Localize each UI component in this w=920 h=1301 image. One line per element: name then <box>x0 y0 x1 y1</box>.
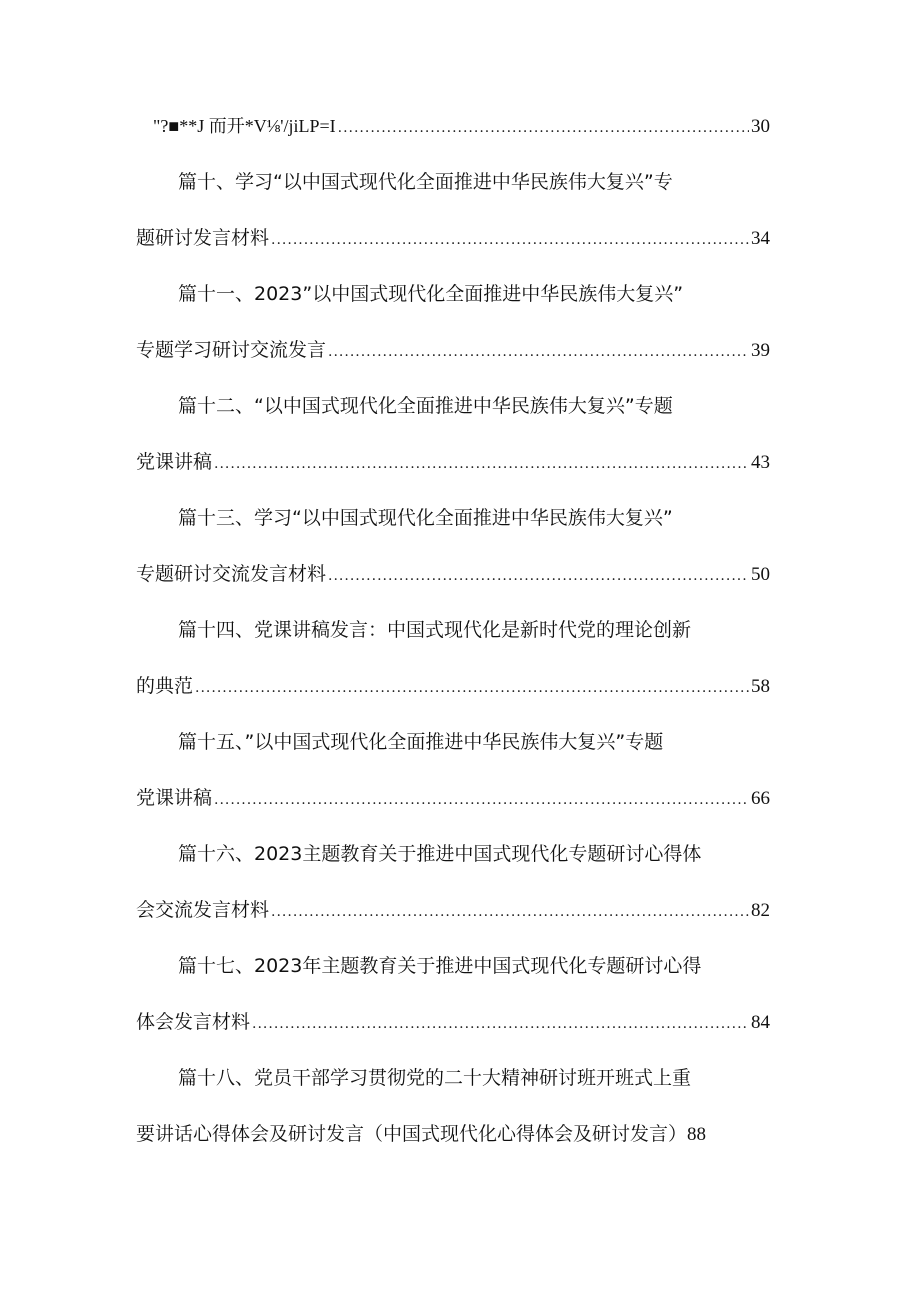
dot-leader <box>252 1004 749 1044</box>
toc-page-number: 58 <box>751 676 770 697</box>
toc-entry-garbled[interactable] <box>153 106 770 146</box>
toc-entry-line1[interactable]: 篇十三、学习“以中国式现代化全面推进中华民族伟大复兴” <box>178 507 673 529</box>
toc-entry-line2[interactable] <box>136 1114 776 1154</box>
toc-entry-line2[interactable] <box>136 442 770 482</box>
toc-entry-title: 的典范 <box>136 675 194 697</box>
dot-leader <box>328 556 749 596</box>
toc-page-number: 39 <box>751 340 770 361</box>
toc-entry-line2[interactable] <box>136 554 770 594</box>
toc-entry-line1[interactable]: 篇十、学习“以中国式现代化全面推进中华民族伟大复兴”专 <box>178 171 673 193</box>
toc-entry-line2[interactable] <box>136 666 770 706</box>
dot-leader <box>328 332 749 372</box>
toc-entry-title: "?■**J 而开*V⅛'/jiLP=I <box>153 116 336 136</box>
toc-entry-line2[interactable] <box>136 778 770 818</box>
toc-entry-title: 体会发言材料 <box>136 1011 251 1033</box>
toc-entry-line1[interactable]: 篇十七、2023年主题教育关于推进中国式现代化专题研讨心得 <box>178 955 702 977</box>
toc-entry-line2[interactable] <box>136 330 770 370</box>
toc-entry-line1[interactable]: 篇十四、党课讲稿发言：中国式现代化是新时代党的理论创新 <box>178 619 692 641</box>
toc-page-number: 88 <box>687 1124 707 1145</box>
dot-leader <box>214 780 749 820</box>
toc-entry-title: 专题研讨交流发言材料 <box>136 563 327 585</box>
toc-entry-title: 党课讲稿 <box>136 451 213 473</box>
toc-page-number: 30 <box>751 116 770 137</box>
toc-entry-line1[interactable]: 篇十二、“以中国式现代化全面推进中华民族伟大复兴”专题 <box>178 395 673 417</box>
toc-entry-title: 党课讲稿 <box>136 787 213 809</box>
dot-leader <box>271 892 749 932</box>
toc-entry-line1[interactable]: 篇十六、2023主题教育关于推进中国式现代化专题研讨心得体 <box>178 843 702 865</box>
dot-leader <box>338 108 749 148</box>
toc-entry-title: 会交流发言材料 <box>136 899 270 921</box>
toc-entry-line2[interactable] <box>136 890 770 930</box>
toc-page-number: 34 <box>751 228 770 249</box>
toc-entry-line1[interactable]: 篇十一、2023”以中国式现代化全面推进中华民族伟大复兴” <box>178 283 684 305</box>
toc-page-number: 82 <box>751 900 770 921</box>
dot-leader <box>271 220 749 260</box>
toc-page-number: 50 <box>751 564 770 585</box>
toc-entry-line1[interactable]: 篇十五、”以中国式现代化全面推进中华民族伟大复兴”专题 <box>178 731 664 753</box>
dot-leader <box>214 444 749 484</box>
toc-page-number: 84 <box>751 1012 770 1033</box>
toc-entry-title: 题研讨发言材料 <box>136 227 270 249</box>
toc-page-number: 43 <box>751 452 770 473</box>
toc-entry-line2[interactable] <box>136 1002 770 1042</box>
toc-entry-line2[interactable] <box>136 218 770 258</box>
dot-leader <box>195 668 749 708</box>
toc-page-number: 66 <box>751 788 770 809</box>
toc-entry-title: 要讲话心得体会及研讨发言（中国式现代化心得体会及研讨发言） <box>136 1123 688 1145</box>
toc-entry-title: 专题学习研讨交流发言 <box>136 339 327 361</box>
toc-entry-line1[interactable]: 篇十八、党员干部学习贯彻党的二十大精神研讨班开班式上重 <box>178 1067 692 1089</box>
